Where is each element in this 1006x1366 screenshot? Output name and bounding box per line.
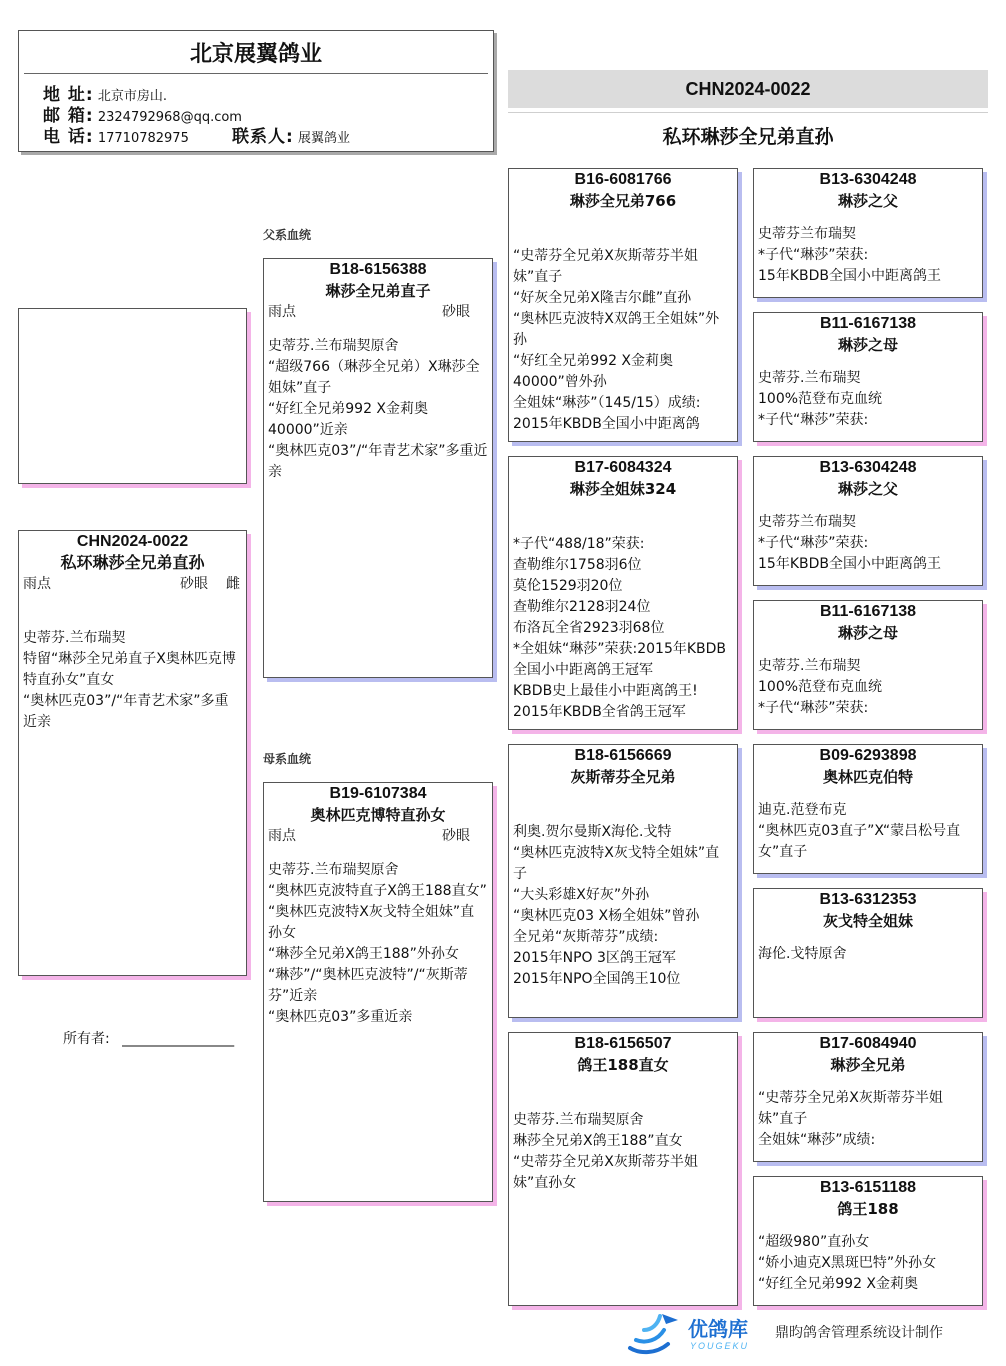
- desc-line: “好红全兄弟992 X金莉奥40000”近亲: [268, 401, 429, 438]
- desc-line: *全姐妹“琳莎”荣获:2015年KBDB全国小中距离鸽王冠军: [513, 641, 727, 678]
- desc-line: 史蒂芬.兰布瑞契: [23, 630, 126, 646]
- desc-line: “好红全兄弟992 X金莉奥: [758, 1276, 919, 1292]
- desc-line: 史蒂芬兰布瑞契: [758, 226, 856, 242]
- sire-card: [263, 258, 493, 678]
- desc-line: 查勒维尔1758羽6位: [513, 557, 642, 573]
- ggp-ring: B13-6304248: [819, 459, 917, 476]
- ggp-ring: B09-6293898: [819, 747, 917, 764]
- desc-line: 2015年NPO全国鸽王10位: [513, 971, 681, 987]
- ggp-desc: [754, 368, 982, 431]
- desc-line: 100%范登布克血统: [758, 391, 883, 407]
- contact-value: 展翼鸽业: [297, 131, 350, 146]
- dam-eye: 砂眼: [442, 828, 470, 844]
- desc-line: 15年KBDB全国小中距离鸽王: [758, 268, 941, 284]
- ggp-card-7: [753, 1032, 983, 1162]
- phone-row: [43, 127, 189, 149]
- gp-card-4: [508, 1032, 738, 1306]
- pigeon-photo: [18, 308, 247, 484]
- ggp-desc: [754, 1088, 982, 1151]
- gp-ring: B16-6081766: [574, 171, 672, 188]
- desc-line: *子代“琳莎”荣获:: [758, 535, 869, 551]
- ggp-ring: B17-6084940: [819, 1035, 917, 1052]
- dam-name: 奥林匹克博特直孙女: [310, 806, 446, 824]
- owner-label: 所有者:: [63, 1031, 110, 1047]
- gp-ring: B18-6156669: [574, 747, 672, 764]
- ggp-name: 鸽王188: [837, 1200, 899, 1218]
- desc-line: “奥林匹克03”多重近亲: [268, 1009, 413, 1025]
- desc-line: “超级980”直孙女: [758, 1234, 870, 1250]
- footer-credit: 鼎昀鸽舍管理系统设计制作: [775, 1325, 943, 1341]
- desc-line: “史蒂芬全兄弟X灰斯蒂芬半姐妹”直子: [513, 248, 698, 285]
- gp-card-1: [508, 168, 738, 442]
- brand-logo-icon: [622, 1310, 684, 1356]
- title-rule: [508, 112, 988, 113]
- desc-line: “奥林匹克03 X杨全姐妹”曾孙: [513, 908, 700, 924]
- desc-line: 查勒维尔2128羽24位: [513, 599, 651, 615]
- ggp-ring: B11-6167138: [819, 315, 917, 332]
- maternal-label: 母系血统: [263, 752, 312, 766]
- dam-attrs: [264, 826, 492, 846]
- ggp-card-5: [753, 744, 983, 874]
- email-label: 邮 箱:: [43, 106, 94, 126]
- ggp-desc: [754, 1232, 982, 1295]
- desc-line: “琳莎全兄弟X鸽王188”外孙女: [268, 946, 459, 962]
- paternal-label: 父系血统: [263, 228, 312, 242]
- desc-line: *子代“琳莎”荣获:: [758, 700, 869, 716]
- desc-line: 史蒂芬兰布瑞契: [758, 514, 856, 530]
- ggp-card-1: [753, 168, 983, 298]
- desc-line: 史蒂芬.兰布瑞契: [758, 658, 861, 674]
- desc-line: 全兄弟“灰斯蒂芬”成绩:: [513, 929, 659, 945]
- desc-line: 史蒂芬.兰布瑞契原舍: [513, 1112, 644, 1128]
- gp-card-2: [508, 456, 738, 730]
- desc-line: 琳莎全兄弟X鸽王188”直女: [513, 1133, 683, 1149]
- owner-line: ________________: [122, 1031, 235, 1047]
- ggp-name: 琳莎之父: [837, 480, 898, 498]
- desc-line: 特留“琳莎全兄弟直子X奥林匹克博特直孙女”直女: [23, 651, 236, 688]
- desc-line: 全姐妹“琳莎”（145/15）成绩:: [513, 395, 701, 411]
- desc-line: “琳莎”/“奥林匹克波特”/“灰斯蒂芬”近亲: [268, 967, 468, 1004]
- brand-name-en: YOUGEKU: [690, 1341, 750, 1351]
- gp-name: 琳莎全姐妹324: [569, 480, 677, 498]
- email-value: 2324792968@qq.com: [97, 110, 242, 125]
- ggp-ring: B13-6304248: [819, 171, 917, 188]
- subject-attrs: [19, 574, 246, 594]
- subject-eye: 砂眼: [180, 576, 208, 592]
- gp-desc: [509, 822, 737, 990]
- ggp-card-8: [753, 1176, 983, 1306]
- desc-line: “史蒂芬全兄弟X灰斯蒂芬半姐妹”直孙女: [513, 1154, 698, 1191]
- desc-line: *子代“琳莎”荣获:: [758, 247, 869, 263]
- desc-line: *子代“488/18”荣获:: [513, 536, 645, 552]
- sire-color: 雨点: [268, 304, 296, 320]
- address-label: 地 址:: [43, 85, 94, 105]
- desc-line: “史蒂芬全兄弟X灰斯蒂芬半姐妹”直子: [758, 1090, 943, 1127]
- desc-line: 史蒂芬.兰布瑞契原舍: [268, 338, 399, 354]
- gp-name: 鸽王188直女: [577, 1056, 669, 1074]
- sire-attrs: [264, 302, 492, 322]
- header-divider: [24, 73, 488, 74]
- subject-card: [18, 530, 247, 976]
- brand-name: 优鸽库: [688, 1317, 748, 1341]
- gp-ring: B17-6084324: [574, 459, 672, 476]
- address-row: [43, 85, 167, 107]
- ggp-name: 琳莎之母: [837, 624, 898, 642]
- ggp-desc: [754, 656, 982, 719]
- desc-line: 2015年KBDB全国小中距离鸽: [513, 416, 700, 432]
- subject-name: 私环琳莎全兄弟直孙: [60, 553, 205, 572]
- ggp-desc: [754, 800, 982, 863]
- sire-ring: B18-6156388: [329, 261, 427, 278]
- desc-line: “奥林匹克03直子”X“蒙吕松号直女”直子: [758, 823, 961, 860]
- desc-line: 2015年NPO 3区鸽王冠军: [513, 950, 676, 966]
- desc-line: “奥林匹克波特直子X鸽王188直女”: [268, 883, 487, 899]
- desc-line: “娇小迪克X黑斑巴特”外孙女: [758, 1255, 937, 1271]
- desc-line: “超级766（琳莎全兄弟）X琳莎全姐妹”直子: [268, 359, 480, 396]
- owner-field: [63, 1028, 234, 1048]
- subject-ring: CHN2024-0022: [76, 533, 189, 550]
- contact-label: 联系人:: [232, 127, 294, 147]
- subject-desc: [19, 628, 246, 733]
- desc-line: 利奥.贺尔曼斯X海伦.戈特: [513, 824, 672, 840]
- desc-line: 2015年KBDB全省鸽王冠军: [513, 704, 686, 720]
- email-row: [43, 106, 242, 128]
- desc-line: “大头彩雄X好灰”外孙: [513, 887, 650, 903]
- ggp-ring: B11-6167138: [819, 603, 917, 620]
- desc-line: “奥林匹克波特X灰戈特全姐妹”直子: [513, 845, 720, 882]
- subject-color: 雨点: [23, 576, 51, 592]
- contact-row: [232, 127, 350, 149]
- sire-name: 琳莎全兄弟直子: [325, 282, 431, 300]
- desc-line: “好灰全兄弟X隆吉尔雌”直孙: [513, 290, 692, 306]
- desc-line: *子代“琳莎”荣获:: [758, 412, 869, 428]
- desc-line: 莫伦1529羽20位: [513, 578, 623, 594]
- ggp-name: 灰戈特全姐妹: [822, 912, 913, 930]
- desc-line: 全姐妹“琳莎”成绩:: [758, 1132, 876, 1148]
- ggp-card-4: [753, 600, 983, 730]
- phone-label: 电 话:: [43, 127, 94, 147]
- desc-line: 布洛瓦全省2923羽68位: [513, 620, 665, 636]
- gp-name: 灰斯蒂芬全兄弟: [570, 768, 676, 786]
- ggp-desc: [754, 944, 982, 965]
- gp-desc: [509, 246, 737, 435]
- desc-line: “奥林匹克03”/“年青艺术家”多重近亲: [23, 693, 229, 730]
- ggp-name: 琳莎之母: [837, 336, 898, 354]
- dam-card: [263, 782, 493, 1202]
- desc-line: 15年KBDB全国小中距离鸽王: [758, 556, 941, 572]
- gp-desc: [509, 534, 737, 723]
- ggp-card-3: [753, 456, 983, 586]
- gp-card-3: [508, 744, 738, 1018]
- loft-name: 北京展翼鸽业: [189, 42, 322, 67]
- ggp-card-6: [753, 888, 983, 1018]
- desc-line: 100%范登布克血统: [758, 679, 883, 695]
- phone-value: 17710782975: [97, 131, 189, 146]
- ggp-desc: [754, 224, 982, 287]
- gp-ring: B18-6156507: [574, 1035, 672, 1052]
- desc-line: 迪克.范登布克: [758, 802, 847, 818]
- desc-line: “奥林匹克03”/“年青艺术家”多重近亲: [268, 443, 488, 480]
- desc-line: 史蒂芬.兰布瑞契原舍: [268, 862, 399, 878]
- desc-line: 海伦.戈特原舍: [758, 946, 847, 962]
- dam-desc: [264, 860, 492, 1028]
- ggp-name: 奥林匹克伯特: [822, 768, 913, 786]
- sire-eye: 砂眼: [442, 304, 470, 320]
- subject-sex: 雌: [226, 576, 240, 592]
- dam-color: 雨点: [268, 828, 296, 844]
- ggp-name: 琳莎全兄弟: [830, 1056, 906, 1074]
- desc-line: “奥林匹克波特X灰戈特全姐妹”直孙女: [268, 904, 475, 941]
- desc-line: “好红全兄弟992 X金莉奥40000”曾外孙: [513, 353, 674, 390]
- ggp-ring: B13-6151188: [819, 1179, 917, 1196]
- desc-line: KBDB史上最佳小中距离鸽王!: [513, 683, 698, 699]
- ggp-name: 琳莎之父: [837, 192, 898, 210]
- desc-line: 史蒂芬.兰布瑞契: [758, 370, 861, 386]
- sire-desc: [264, 336, 492, 483]
- ggp-ring: B13-6312353: [819, 891, 917, 908]
- main-title: 私环琳莎全兄弟直孙: [662, 126, 834, 148]
- gp-desc: [509, 1110, 737, 1194]
- main-ring-bar: CHN2024-0022: [508, 70, 988, 108]
- ggp-card-2: [753, 312, 983, 442]
- address-value: 北京市房山.: [97, 89, 167, 104]
- dam-ring: B19-6107384: [329, 785, 427, 802]
- desc-line: “奥林匹克波特X双鸽王全姐妹”外孙: [513, 311, 720, 348]
- gp-name: 琳莎全兄弟766: [569, 192, 677, 210]
- ggp-desc: [754, 512, 982, 575]
- loft-info-card: [18, 30, 494, 152]
